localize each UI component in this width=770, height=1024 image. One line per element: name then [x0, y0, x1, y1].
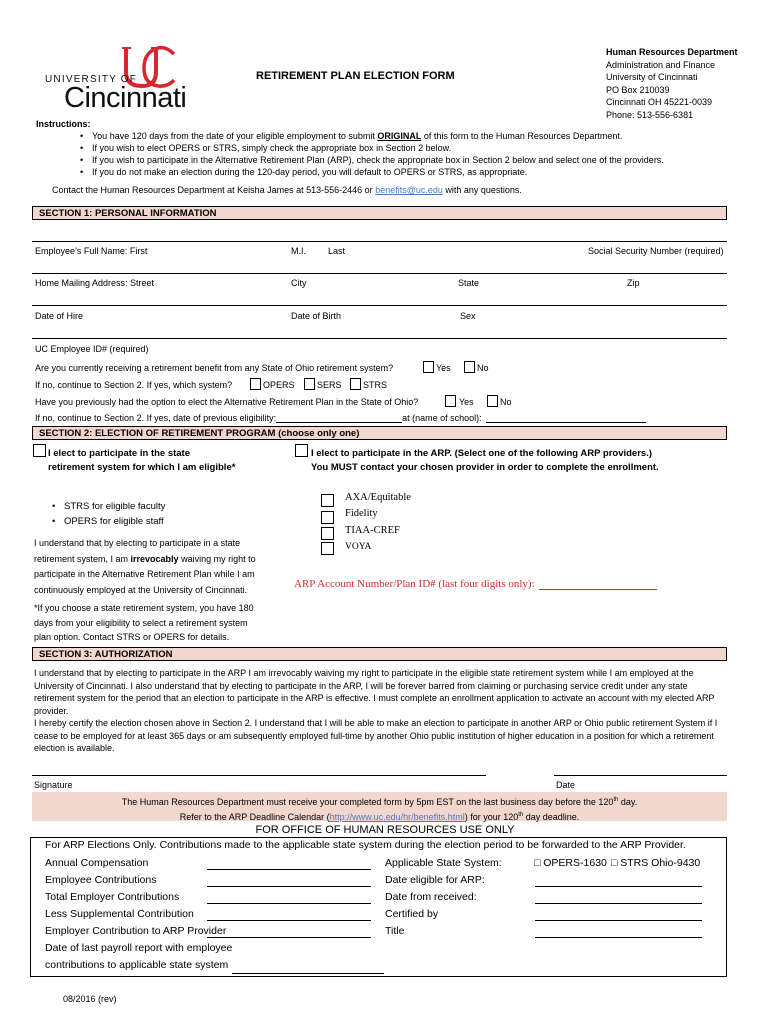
- less-supplemental-label: Less Supplemental Contribution: [45, 908, 194, 920]
- eligible-date-field[interactable]: [535, 886, 702, 887]
- voya-checkbox[interactable]: [321, 542, 334, 555]
- state-election-label: I elect to participate in the state retirement system for which I am eligible*: [48, 448, 236, 473]
- hr-dept: Human Resources Department: [606, 47, 738, 57]
- mi-label: M.I.: [291, 246, 306, 256]
- opers-checkbox[interactable]: [250, 378, 261, 390]
- provider-tiaa: TIAA-CREF: [345, 525, 400, 536]
- state-system-label: Applicable State System:: [385, 857, 502, 869]
- q1-follow-label: If no, continue to Section 2. If yes, which system?: [35, 380, 233, 390]
- employee-contrib-label: Employee Contributions: [45, 874, 157, 886]
- ucid-label: UC Employee ID# (required): [35, 344, 149, 354]
- list-item: • STRS for eligible faculty: [52, 499, 165, 514]
- signature-label: Signature: [34, 780, 73, 790]
- list-item: • If you wish to elect OPERS or STRS, simply check the appropriate box in Section 2 below.: [80, 142, 720, 154]
- hr-address: [606, 46, 738, 121]
- instructions-label: Instructions:: [36, 119, 91, 129]
- prev-eligibility-field[interactable]: [276, 414, 402, 423]
- section-2-header: SECTION 2: ELECTION OF RETIREMENT PROGRAM (choose only one): [32, 426, 727, 440]
- signature-field[interactable]: [32, 775, 486, 776]
- q2-yes-checkbox[interactable]: [445, 395, 456, 407]
- total-employer-field[interactable]: [207, 903, 371, 904]
- office-right-col: [385, 855, 502, 940]
- employer-arp-field[interactable]: [207, 937, 371, 938]
- address-field-line[interactable]: [32, 273, 727, 274]
- name-field-line[interactable]: [32, 241, 727, 242]
- payroll-label-1: Date of last payroll report with employee: [45, 942, 233, 954]
- q2-no-label: No: [500, 397, 512, 407]
- arp-checkbox[interactable]: [295, 444, 308, 457]
- certified-by-field[interactable]: [535, 920, 702, 921]
- date-field[interactable]: [554, 775, 727, 776]
- fidelity-checkbox[interactable]: [321, 511, 334, 524]
- arp-account-field[interactable]: [539, 579, 657, 590]
- payroll-date-field[interactable]: [232, 961, 384, 974]
- q2-no-checkbox[interactable]: [487, 395, 498, 407]
- strs-option[interactable]: □ STRS Ohio-9430: [611, 857, 701, 869]
- contact-line: Contact the Human Resources Department at Keisha James at 513-556-2446 or benefits@uc.edu with any questions.: [52, 185, 522, 195]
- city-label: City: [291, 278, 307, 288]
- first-name-label: Employee’s Full Name: First: [35, 246, 148, 256]
- list-item: • If you wish to participate in the Alternative Retirement Plan (ARP), check the appropriate box in Section 2 below and select one of the providers.: [80, 154, 720, 166]
- list-item: • If you do not make an election during the 120-day period, you will default to OPERS or STRS, as appropriate.: [80, 166, 720, 178]
- instructions-list: [80, 130, 720, 178]
- deadline-calendar-link[interactable]: http://www.uc.edu/hr/benefits.html: [329, 812, 465, 822]
- eligible-date-label: Date eligible for ARP:: [385, 874, 485, 886]
- last-name-label: Last: [328, 246, 346, 256]
- q2-label: Have you previously had the option to elect the Alternative Retirement Plan in the State of Ohio?: [35, 397, 419, 407]
- authorization-p1: I understand that by electing to participate in the ARP I am irrevocably waiving my right to participate in the eligible state retirement system while I am employed at the University of Cincinnati. I also understand that by electing to participate in the ARP, I will be forever barred from claiming or purchasing service credit under any state retirement system for the period that an election to participate in the ARP is effective. I must complete an enrollment application to activate an account with my elected ARP provider.: [34, 668, 715, 716]
- tiaa-checkbox[interactable]: [321, 527, 334, 540]
- arp-election-label: I elect to participate in the ARP. (Select one of the following ARP providers.) You MUST contact your chosen provider in order to complete the enrollment.: [311, 448, 659, 473]
- hire-field-line[interactable]: [32, 305, 727, 306]
- hr-address-line: University of Cincinnati: [606, 72, 698, 82]
- office-intro: For ARP Elections Only. Contributions made to the applicable state system during the election period to be forwarded to the ARP Provider.: [45, 839, 686, 851]
- state-system-checkbox[interactable]: [33, 444, 46, 457]
- strs-checkbox[interactable]: [350, 378, 361, 390]
- provider-fidelity: Fidelity: [345, 508, 378, 519]
- state-understanding: I understand that by electing to participate in a state retirement system, I am irrevocably waiving my right to participate in the Alternative Retirement Plan while I am continuously employed at the University of Cincinnati.: [34, 538, 256, 595]
- annual-comp-field[interactable]: [207, 869, 371, 870]
- authorization-text: [34, 667, 726, 755]
- list-item: • OPERS for eligible staff: [52, 514, 165, 529]
- sex-label: Sex: [460, 311, 476, 321]
- section-3-header: SECTION 3: AUTHORIZATION: [32, 647, 727, 661]
- title-field[interactable]: [535, 937, 702, 938]
- zip-label: Zip: [627, 278, 640, 288]
- q2-follow-row: If no, continue to Section 2. If yes, date of previous eligibility: at (name of school):: [35, 413, 646, 423]
- section-1-header: SECTION 1: PERSONAL INFORMATION: [32, 206, 727, 220]
- hr-address-line: Cincinnati OH 45221-0039: [606, 97, 713, 107]
- employee-contrib-field[interactable]: [207, 886, 371, 887]
- hr-address-line: Administration and Finance: [606, 59, 716, 70]
- ssn-label: Social Security Number (required): [588, 246, 724, 256]
- dob-label: Date of Birth: [291, 311, 342, 321]
- provider-voya: VOYA: [345, 542, 372, 552]
- list-item: • You have 120 days from the date of your eligible employment to submit ORIGINAL of this form to the Human Resources Department.: [80, 130, 720, 142]
- revision-label: 08/2016 (rev): [63, 994, 117, 1004]
- less-supplemental-field[interactable]: [207, 920, 371, 921]
- opers-label: OPERS: [263, 380, 295, 390]
- q1-no-label: No: [477, 363, 489, 373]
- q1-yes-label: Yes: [436, 363, 451, 373]
- sers-label: SERS: [317, 380, 342, 390]
- form-title: RETIREMENT PLAN ELECTION FORM: [256, 70, 455, 82]
- q1-yes-checkbox[interactable]: [423, 361, 434, 373]
- certified-by-label: Certified by: [385, 908, 439, 920]
- employer-arp-label: Employer Contribution to ARP Provider: [45, 925, 227, 937]
- deadline-notice: The Human Resources Department must receive your completed form by 5pm EST on the last business day before the 120th day. Refer to the ARP Deadline Calendar (http://www.uc.edu/hr/benefits.html) for your 120th day deadline.: [32, 792, 727, 821]
- received-date-label: Date from received:: [385, 891, 477, 903]
- sers-checkbox[interactable]: [304, 378, 315, 390]
- office-use-title: FOR OFFICE OF HUMAN RESOURCES USE ONLY: [255, 824, 515, 836]
- date-label: Date: [556, 780, 576, 790]
- logo-university-label: UNIVERSITY OF: [45, 74, 138, 85]
- axa-checkbox[interactable]: [321, 494, 334, 507]
- office-left-col: [45, 855, 384, 974]
- state-options-list: [52, 499, 165, 529]
- q1-no-checkbox[interactable]: [464, 361, 475, 373]
- annual-comp-label: Annual Compensation: [45, 857, 149, 869]
- state-label: State: [458, 278, 480, 288]
- street-label: Home Mailing Address: Street: [35, 278, 155, 288]
- email-link[interactable]: benefits@uc.edu: [375, 185, 443, 195]
- logo: [40, 44, 190, 116]
- received-date-field[interactable]: [535, 903, 702, 904]
- q1-label: Are you currently receiving a retirement benefit from any State of Ohio retirement system?: [35, 363, 394, 373]
- authorization-p2: I hereby certify the election chosen above in Section 2. I understand that I will be able to make an election to participate in another ARP or Ohio public retirement System if I cease to be employed for at least 365 days or am subsequently employed full-time by another Ohio public institution of higher education in a position for which a retirement election is available.: [34, 718, 718, 753]
- title-label: Title: [385, 925, 405, 937]
- hr-phone: Phone: 513-556-6381: [606, 109, 694, 120]
- ucid-field-line[interactable]: [32, 338, 727, 339]
- state-note: *If you choose a state retirement system, you have 180 days from your eligibility to select a retirement system plan option. Contact STRS or OPERS for details.: [34, 603, 254, 642]
- opers-option[interactable]: □ OPERS-1630: [534, 857, 607, 869]
- q2-yes-label: Yes: [459, 397, 474, 407]
- payroll-label-row: contributions to applicable state system: [45, 957, 384, 974]
- total-employer-label: Total Employer Contributions: [45, 891, 180, 903]
- arp-account-row: ARP Account Number/Plan ID# (last four digits only):: [294, 578, 657, 590]
- provider-axa: AXA/Equitable: [345, 492, 411, 503]
- hire-date-label: Date of Hire: [35, 311, 84, 321]
- strs-label: STRS: [363, 380, 388, 390]
- school-name-field[interactable]: [486, 414, 646, 423]
- hr-address-line: PO Box 210039: [606, 84, 670, 95]
- logo-name: Cincinnati: [64, 82, 187, 114]
